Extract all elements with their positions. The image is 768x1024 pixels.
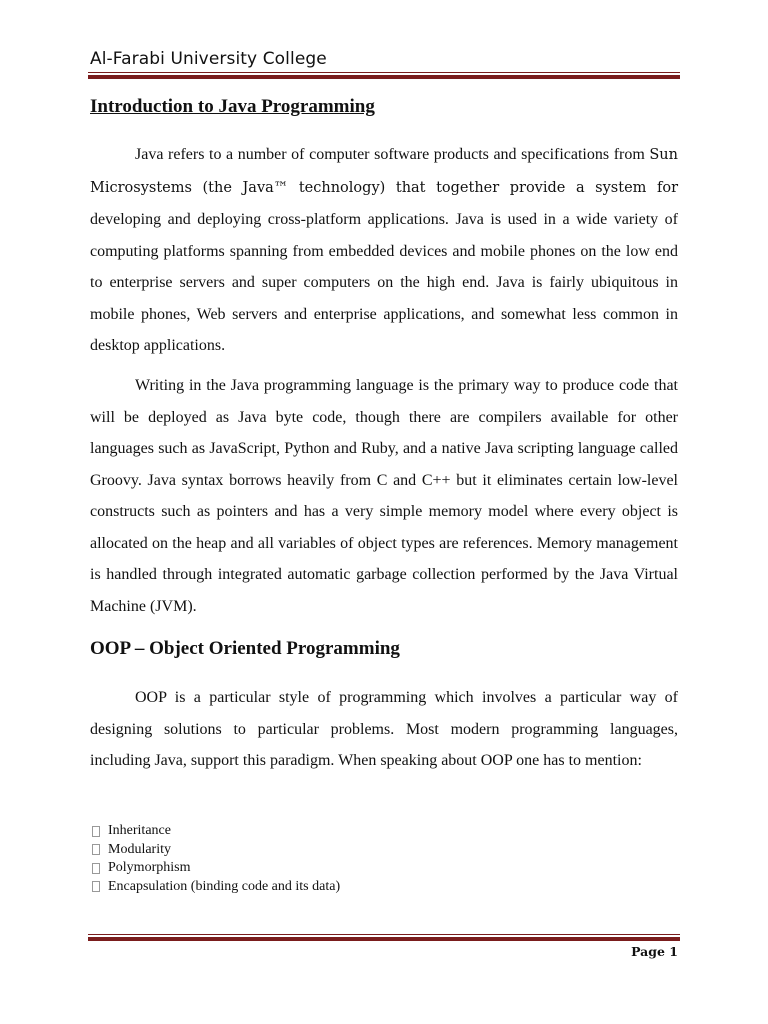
intro-paragraph-1-emphasis: Sun Microsystems (the Java™ technology) that together provide a system for (90, 147, 678, 196)
intro-paragraph-2: Writing in the Java programming language is the primary way to produce code that will be deployed as Java byte code, though there are compilers available for other languages such as JavaScript, Python and Ruby, and a native Java scripting language called Groovy. Java syntax borrows heavily from C and C++ but it eliminates certain low-level constructs such as pointers and has a very simple memory model where every object is allocated on the heap and all variables of object types are references. Memory management is handled through integrated automatic garbage collection performed by the Java Virtual Machine (JVM). (90, 377, 678, 615)
section-heading-oop: OOP – Object Oriented Programming (90, 638, 400, 659)
header-rule-thick (88, 75, 680, 79)
list-item (90, 822, 340, 841)
list-item (90, 859, 340, 878)
oop-paragraph: OOP is a particular style of programming which involves a particular way of designing solutions to particular problems. Most modern programming languages, including Java, support this paradigm. When speaking about OOP one has to mention: (90, 689, 678, 769)
header-rule (88, 72, 680, 79)
list-item-label: Polymorphism (108, 860, 191, 875)
footer-rule-thin (88, 934, 680, 935)
footer-rule (88, 934, 680, 941)
oop-concept-list (90, 822, 340, 896)
section-heading-intro: Introduction to Java Programming (90, 96, 375, 117)
bullet-box-icon (92, 881, 100, 892)
bullet-box-icon (92, 826, 100, 837)
intro-paragraph-1-start: Java refers to a number of computer software products and specifications from (135, 146, 650, 163)
bullet-box-icon (92, 844, 100, 855)
list-item-label: Inheritance (108, 823, 171, 838)
page-number: Page 1 (631, 944, 678, 959)
header-rule-thin (88, 72, 680, 73)
bullet-box-icon (92, 863, 100, 874)
footer-rule-thick (88, 937, 680, 941)
list-item-label: Modularity (108, 841, 171, 857)
header-title: Al-Farabi University College (90, 49, 327, 69)
list-item (90, 878, 340, 897)
intro-paragraph-1-end: developing and deploying cross-platform applications. Java is used in a wide variety of computing platforms spanning from embedded devices and mobile phones on the low end to enterprise servers and super computers on the high end. Java is fairly ubiquitous in mobile phones, Web servers and enterprise applications, and somewhat less common in desktop applications. (90, 211, 678, 354)
list-item-label: Encapsulation (binding code and its data) (108, 878, 341, 894)
list-item (90, 841, 340, 860)
intro-paragraph-1 (90, 139, 678, 362)
